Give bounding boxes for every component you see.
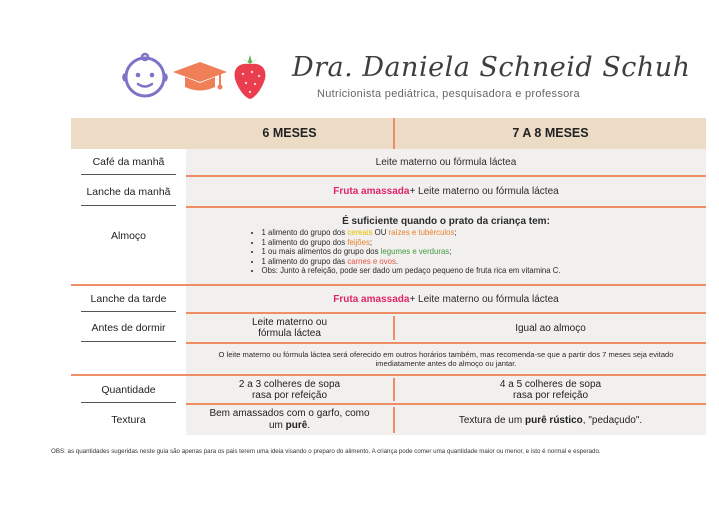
list-item: • Obs: Junto à refeição, pode ser dado um pedaço pequeno de fruta rica em vitamina C. [262, 266, 647, 275]
feeding-table [71, 118, 706, 431]
row-label-textura: Textura [111, 414, 146, 426]
label-rule [81, 402, 176, 403]
cell-textura-7-8m: Textura de um purê rústico, "pedaçudo". [458, 414, 643, 426]
table-header [71, 118, 706, 149]
strawberry-icon [230, 54, 270, 100]
almoco-title: É suficiente quando o prato da criança tem: [342, 216, 550, 228]
table-row-antes-dormir [71, 314, 706, 342]
list-item: • 1 alimento do grupo dos feijões; [262, 238, 647, 247]
header [0, 0, 719, 112]
row-label-almoco: Almoço [110, 230, 146, 242]
list-item: • 1 alimento do grupo dos cereais OU raízes e tubérculos; [262, 228, 647, 237]
table-row-note [71, 344, 706, 374]
cell-textura-6m: Bem amassados com o garfo, como um purê. [209, 408, 370, 431]
graduation-cap-icon [172, 60, 228, 94]
baby-face-icon [122, 52, 168, 98]
row-body-cafe: Leite materno ou fórmula láctea [186, 149, 706, 175]
fruit-highlight: Fruta amassada [333, 293, 410, 305]
row-label-antes-dormir: Antes de dormir [91, 322, 166, 334]
row-body-almoco [186, 208, 706, 284]
label-rule [81, 311, 176, 312]
table-row-almoco [71, 208, 706, 284]
page-subtitle: Nutricionista pediátrica, pesquisadora e professora [317, 88, 580, 100]
label-rule [81, 341, 176, 342]
table-row-lanche-tarde [71, 286, 706, 312]
meal-text: + Leite materno ou fórmula láctea [409, 293, 559, 305]
table-row-cafe [71, 149, 706, 175]
table-row-textura [71, 405, 706, 435]
table-row-quantidade [71, 376, 706, 403]
table-row-lanche-manha [71, 177, 706, 206]
label-rule [81, 174, 176, 175]
cell-antes-dormir-6m: Leite materno ou fórmula láctea [251, 317, 328, 339]
list-item: • 1 alimento do grupo das carnes e ovos. [262, 257, 647, 266]
column-header-6-meses: 6 MESES [262, 126, 317, 140]
row-body-lanche-tarde [186, 286, 706, 312]
label-rule [81, 205, 176, 206]
note-text: O leite materno ou fórmula láctea será oferecido em outros horários também, mas recomenda-se que a partir dos 7 meses seja evitado imediatamente antes do almoço ou jantar. [186, 344, 706, 374]
meal-text: + Leite materno ou fórmula láctea [409, 186, 559, 197]
row-body-lanche-manha [186, 177, 706, 206]
column-header-7-8-meses: 7 A 8 MESES [512, 126, 589, 140]
row-label-lanche-tarde: Lanche da tarde [90, 293, 167, 305]
cell-quantidade-6m: 2 a 3 colheres de sopa rasa por refeição [238, 378, 341, 401]
cell-quantidade-7-8m: 4 a 5 colheres de sopa rasa por refeição [499, 378, 602, 401]
cell-antes-dormir-7-8m: Igual ao almoço [515, 322, 586, 334]
page-title: Dra. Daniela Schneid Schuh [292, 52, 691, 83]
almoco-list [246, 228, 647, 275]
row-label-cafe: Café da manhã [92, 156, 165, 168]
row-label-quantidade: Quantidade [101, 383, 156, 396]
footnote: OBS: as quantidades sugeridas neste guia são apenas para os pais terem uma ideia visando o preparo do alimento. A criança pode comer uma quantidade maior ou menor, e isto é normal e esperado. [51, 448, 601, 455]
list-item: • 1 ou mais alimentos do grupo dos legumes e verduras; [262, 247, 647, 256]
row-label-lanche-manha: Lanche da manhã [86, 185, 171, 198]
fruit-highlight: Fruta amassada [333, 186, 410, 197]
